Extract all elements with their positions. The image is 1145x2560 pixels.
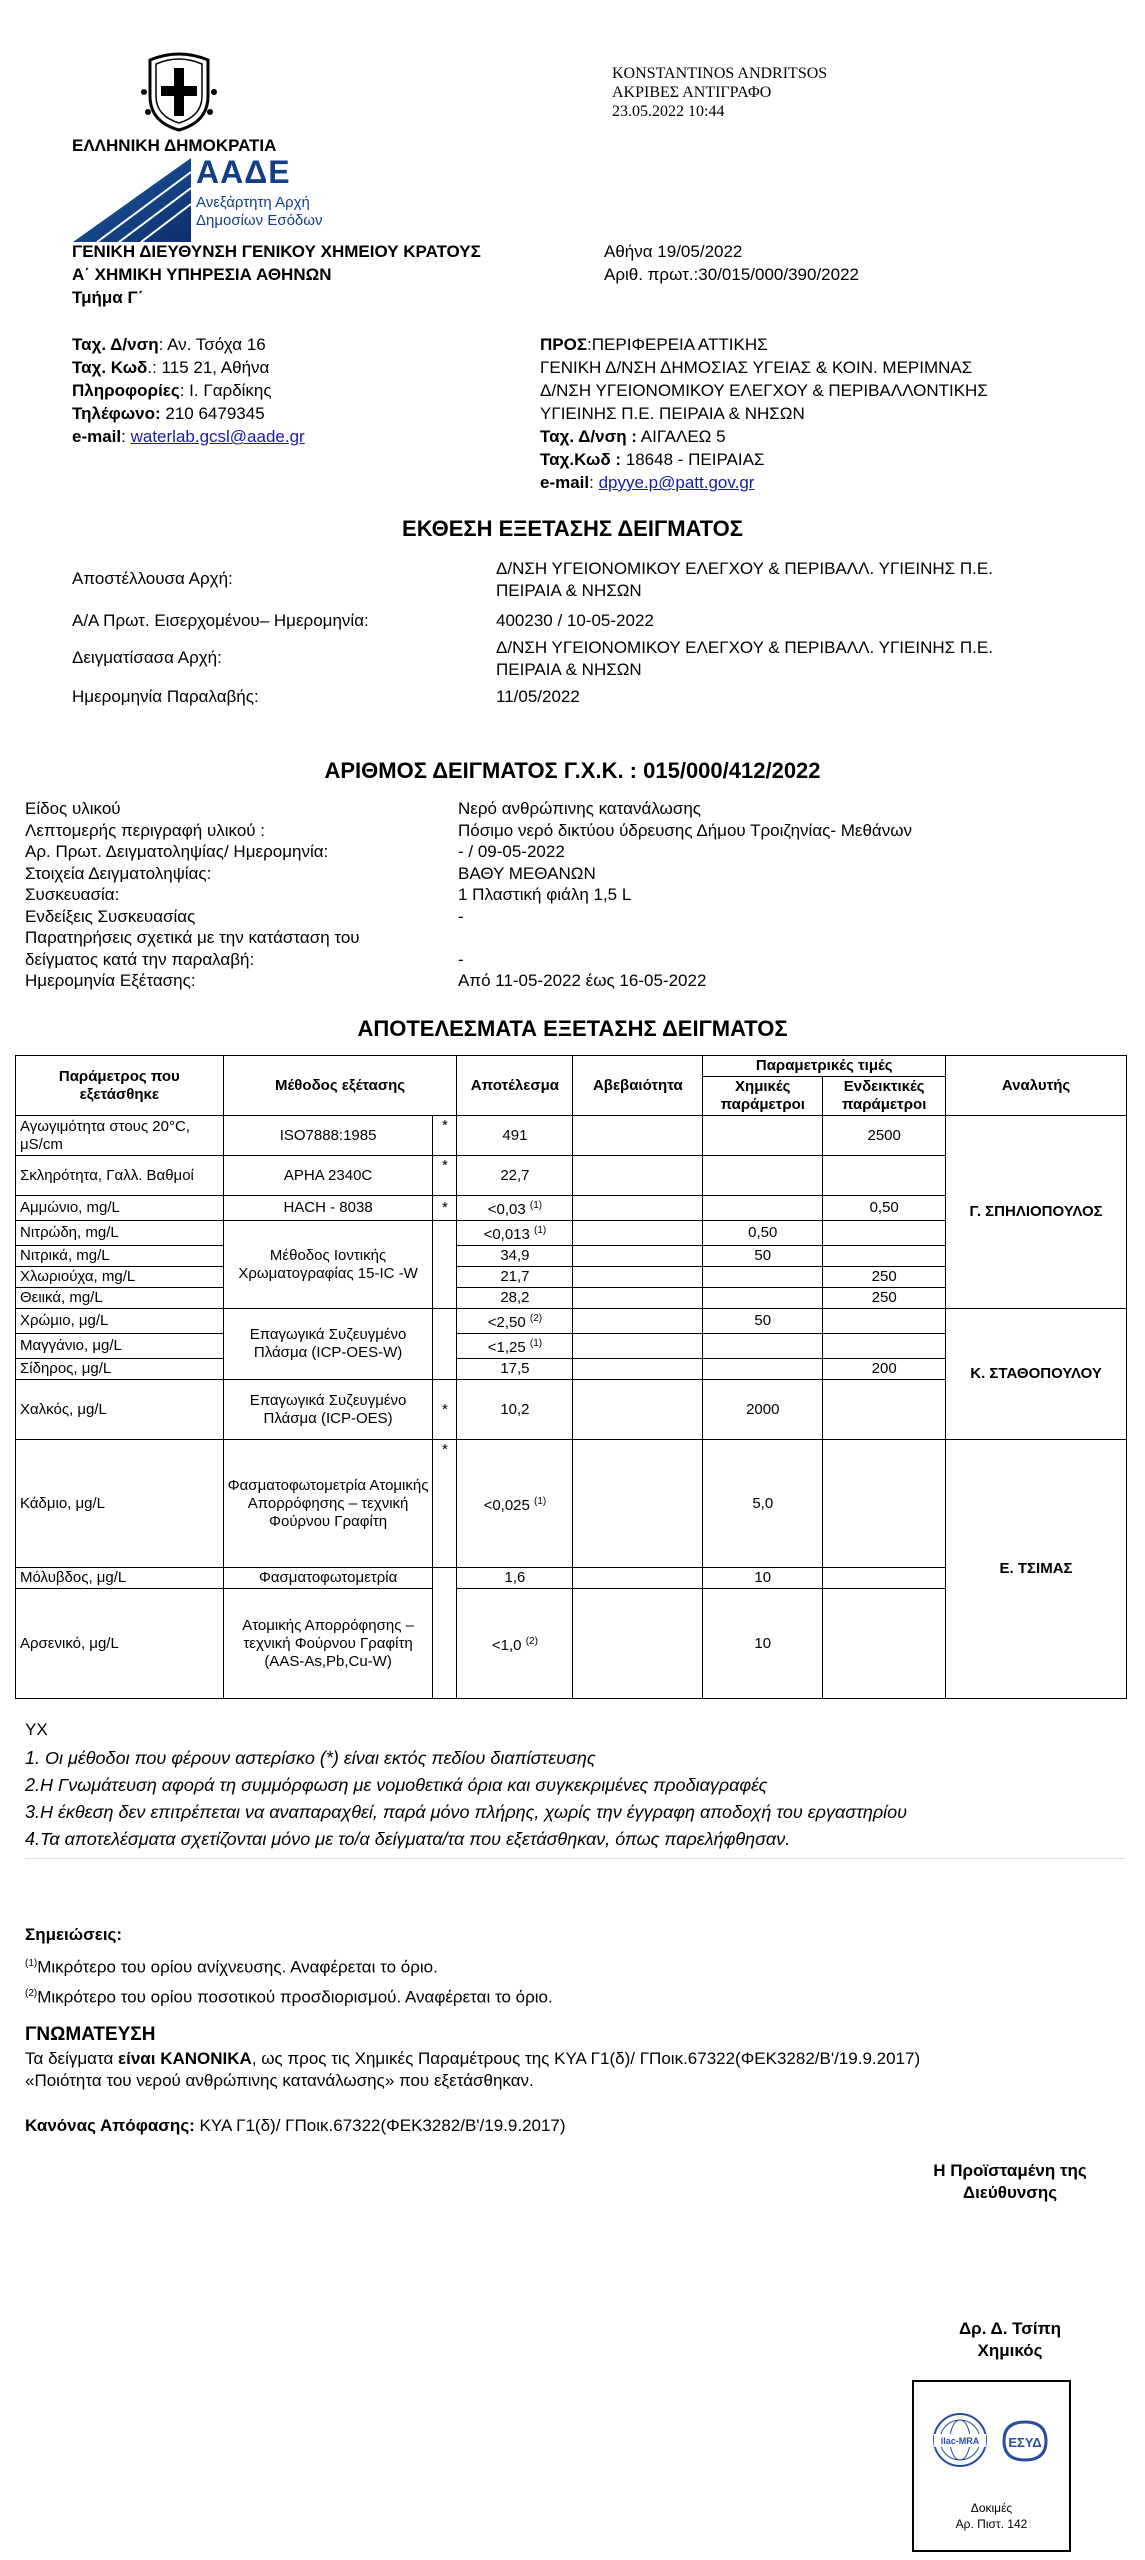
note-mark: (1): [25, 1958, 38, 1969]
result-value: <1,0: [491, 1636, 522, 1654]
result-value: <0,025: [483, 1496, 530, 1514]
sample-field-label: Αρ. Πρωτ. Δειγματοληψίας/ Ημερομηνία:: [25, 842, 329, 861]
result-value: <2,50: [487, 1314, 526, 1331]
aade-subtitle-2: Δημοσίων Εσόδων: [196, 212, 323, 229]
sample-field-value: ΒΑΘΥ ΜΕΘΑΝΩΝ: [458, 863, 596, 883]
recipient-line-4: ΥΓΙΕΙΝΗΣ Π.Ε. ΠΕΙΡΑΙΑ & ΝΗΣΩΝ: [540, 404, 805, 423]
ilac-logo-text: ilac-MRA: [940, 2436, 980, 2446]
method-cell: HACH - 8038: [223, 1196, 433, 1221]
uncertainty-cell: [573, 1334, 703, 1359]
footnotes-list: [25, 1745, 907, 1853]
result-cell: [457, 1568, 573, 1589]
param-cell: Χλωριούχα, mg/L: [16, 1267, 224, 1288]
opinion-text-a: Τα δείγματα: [25, 2049, 119, 2068]
chemical-limit-cell: 5,0: [703, 1440, 823, 1568]
indicative-limit-cell: [823, 1156, 946, 1196]
sample-field-label: Παρατηρήσεις σχετικά με την κατάσταση του: [25, 928, 360, 947]
opinion-text-c: , ως προς τις Χημικές Παραμέτρους της ΚΥΑ Γ1(δ)/ ΓΠοικ.67322(ΦΕΚ3282/Β'/19.9.2017): [251, 2049, 921, 2068]
sample-field-value: -: [458, 949, 464, 969]
chemical-limit-cell: [703, 1116, 823, 1156]
signature-title-2: Διεύθυνσης: [962, 2183, 1058, 2202]
ilac-mra-logo-icon: [932, 2412, 988, 2473]
copy-stamp: [612, 64, 827, 121]
signature-role: Χημικός: [977, 2341, 1043, 2360]
table-row: [16, 1309, 1127, 1334]
param-cell: Σκληρότητα, Γαλλ. Βαθμοί: [16, 1156, 224, 1196]
table-row: [16, 1116, 1127, 1156]
footnote-item: 1. Οι μέθοδοι που φέρουν αστερίσκο (*) είναι εκτός πεδίου διαπίστευσης: [25, 1748, 596, 1768]
report-title: ΕΚΘΕΣΗ ΕΞΕΤΑΣΗΣ ΔΕΙΓΜΑΤΟΣ: [402, 516, 743, 541]
sender-phone: 210 6479345: [160, 404, 265, 423]
uncertainty-cell: [573, 1156, 703, 1196]
recipient-to: :ΠΕΡΙΦΕΡΕΙΑ ΑΤΤΙΚΗΣ: [587, 335, 768, 354]
report-field-incoming-label: Α/Α Πρωτ. Εισερχομένου– Ημερομηνία:: [72, 611, 369, 630]
decision-rule-value: ΚΥΑ Γ1(δ)/ ΓΠοικ.67322(ΦΕΚ3282/Β'/19.9.2017): [194, 2116, 566, 2135]
chemical-limit-cell: [703, 1156, 823, 1196]
uncertainty-cell: [573, 1309, 703, 1334]
param-cell: Αρσενικό, μg/L: [16, 1589, 224, 1699]
recipient-postcode: 18648 - ΠΕΙΡΑΙΑΣ: [621, 450, 765, 469]
divider: [25, 1858, 1125, 1859]
uncertainty-cell: [573, 1568, 703, 1589]
recipient-to-label: ΠΡΟΣ: [540, 335, 588, 354]
coat-of-arms-icon: [140, 52, 218, 137]
result-cell: [457, 1334, 573, 1359]
sample-field-value: Πόσιμο νερό δικτύου ύδρευσης Δήμου Τροιζηνίας- Μεθάνων: [458, 820, 913, 840]
indicative-limit-cell: 200: [823, 1359, 946, 1380]
footnote-mark: (1): [534, 1495, 547, 1507]
sender-email-link[interactable]: waterlab.gcsl@aade.gr: [130, 427, 305, 446]
chemical-limit-cell: 50: [703, 1309, 823, 1334]
indicative-limit-cell: 0,50: [823, 1196, 946, 1221]
param-cell: Αγωγιμότητα στους 20°C, μS/cm: [16, 1116, 224, 1156]
date-protocol-block: [604, 240, 859, 286]
esyd-logo-icon: [998, 2416, 1052, 2471]
chemical-limit-cell: 2000: [703, 1380, 823, 1440]
indicative-limit-cell: [823, 1380, 946, 1440]
result-cell: [457, 1309, 573, 1334]
indicative-limit-cell: [823, 1309, 946, 1334]
indicative-limit-cell: [823, 1589, 946, 1699]
recipient-line-3: Δ/ΝΣΗ ΥΓΕΙΟΝΟΜΙΚΟΥ ΕΛΕΓΧΟΥ & ΠΕΡΙΒΑΛΛΟΝΤΙΚΗΣ: [540, 381, 988, 400]
result-cell: [457, 1246, 573, 1267]
uncertainty-cell: [573, 1589, 703, 1699]
result-value: 34,9: [500, 1247, 530, 1264]
chemical-limit-cell: 50: [703, 1246, 823, 1267]
result-value: 22,7: [500, 1166, 530, 1184]
uncertainty-cell: [573, 1267, 703, 1288]
results-table: [15, 1055, 1127, 1699]
note-mark: (2): [25, 1987, 38, 1999]
sample-field-labels: [25, 798, 360, 992]
result-value: 28,2: [500, 1289, 530, 1306]
footnote-mark: (1): [529, 1338, 543, 1349]
sample-field-value: 1 Πλαστική φιάλη 1,5 L: [458, 885, 632, 904]
header-limits: Παραμετρικές τιμές: [703, 1056, 946, 1077]
copy-stamp-date: 23.05.2022 10:44: [612, 103, 725, 120]
accreditation-star-empty: [433, 1221, 457, 1309]
note-text: Μικρότερο του ορίου ποσοτικού προσδιορισμού. Αναφέρεται το όριο.: [37, 1987, 553, 2007]
recipient-email-label: e-mail: [540, 473, 590, 492]
result-cell: [457, 1267, 573, 1288]
opinion-text: [25, 2048, 1125, 2092]
footnote-mark: (1): [529, 1200, 543, 1211]
sender-address: : Αν. Τσόχα 16: [158, 335, 266, 354]
param-cell: Αμμώνιο, mg/L: [16, 1196, 224, 1221]
department-block: [72, 240, 481, 309]
report-field-sampler-value-1: Δ/ΝΣΗ ΥΓΕΙΟΝΟΜΙΚΟΥ ΕΛΕΓΧΟΥ & ΠΕΡΙΒΑΛΛ. ΥΓΙΕΙΝΗΣ Π.Ε.: [496, 638, 993, 657]
republic-label: ΕΛΛΗΝΙΚΗ ΔΗΜΟΚΡΑΤΙΑ: [72, 136, 277, 155]
indicative-limit-cell: [823, 1440, 946, 1568]
report-field-sender-value: [496, 558, 993, 602]
aade-subtitle-1: Ανεξάρτητη Αρχή: [196, 194, 310, 211]
footnote-item: 2.Η Γνωμάτευση αφορά τη συμμόρφωση με νομοθετικά όρια και συγκεκριμένες προδιαγραφές: [25, 1775, 768, 1795]
uncertainty-cell: [573, 1246, 703, 1267]
sender-block: Ταχ. Δ/νση: Αν. Τσόχα 16 Ταχ. Κωδ.: 115 21, Αθήνα Πληροφορίες: Ι. Γαρδίκης Τηλέφωνο: 210 6479345 e-mail: waterlab.gcsl@aade.gr: [72, 335, 305, 446]
sample-field-values: [458, 798, 912, 992]
indicative-limit-cell: 250: [823, 1288, 946, 1309]
sample-field-value: [458, 927, 912, 949]
result-value: 17,5: [500, 1360, 530, 1377]
sample-field-label: Λεπτομερής περιγραφή υλικού :: [25, 820, 266, 840]
sender-info: : Ι. Γαρδίκης: [179, 381, 272, 400]
esyd-logo-text: ΕΣΥΔ: [1008, 2435, 1042, 2450]
report-field-sampler-value: [496, 637, 993, 681]
notes-list: [25, 1951, 553, 2010]
footnote-mark: (1): [534, 1225, 547, 1236]
header-method: Μέθοδος εξέτασης: [223, 1056, 457, 1116]
method-cell: Φασματοφωτομετρία: [223, 1568, 433, 1589]
sample-field-value: -: [458, 906, 464, 926]
param-cell: Κάδμιο, μg/L: [16, 1440, 224, 1568]
chemical-limit-cell: [703, 1196, 823, 1221]
indicative-limit-cell: [823, 1246, 946, 1267]
analyst-cell: Κ. ΣΤΑΘΟΠΟΥΛΟΥ: [946, 1309, 1127, 1440]
method-cell: Φασματοφωτομετρία Ατομικής Απορρόφησης – τεχνική Φούρνου Γραφίτη: [223, 1440, 433, 1568]
sample-number-title: ΑΡΙΘΜΟΣ ΔΕΙΓΜΑΤΟΣ Γ.Χ.Κ. : 015/000/412/2022: [324, 758, 821, 783]
uncertainty-cell: [573, 1440, 703, 1568]
method-cell: Ατομικής Απορρόφησης – τεχνική Φούρνου Γραφίτη (AAS-As,Pb,Cu-W): [223, 1589, 433, 1699]
chemical-limit-cell: [703, 1359, 823, 1380]
report-field-received-value: 11/05/2022: [496, 687, 580, 706]
report-field-received-label: Ημερομηνία Παραλαβής:: [72, 687, 259, 706]
param-cell: Σίδηρος, μg/L: [16, 1359, 224, 1380]
accreditation-star: *: [433, 1380, 457, 1440]
footnote-mark: (2): [529, 1313, 543, 1324]
uncertainty-cell: [573, 1359, 703, 1380]
decision-rule-label: Κανόνας Απόφασης:: [25, 2116, 195, 2135]
chemical-limit-cell: 10: [703, 1568, 823, 1589]
sample-field-value: Νερό ανθρώπινης κατανάλωσης: [458, 799, 701, 818]
chemical-limit-cell: 0,50: [703, 1221, 823, 1246]
result-value: 21,7: [500, 1268, 530, 1285]
report-field-sampler-label: Δειγματίσασα Αρχή:: [72, 648, 222, 667]
copy-stamp-label: ΑΚΡΙΒΕΣ ΑΝΤΙΓΡΑΦΟ: [612, 84, 772, 101]
report-field-sender-value-2: ΠΕΙΡΑΙΑ & ΝΗΣΩΝ: [496, 581, 642, 600]
result-value: 491: [502, 1126, 528, 1144]
accreditation-star: *: [433, 1196, 457, 1221]
method-cell: APHA 2340C: [223, 1156, 433, 1196]
sample-field-value: Από 11-05-2022 έως 16-05-2022: [458, 971, 707, 990]
report-field-incoming-value: 400230 / 10-05-2022: [496, 611, 654, 630]
recipient-block: ΠΡΟΣ:ΠΕΡΙΦΕΡΕΙΑ ΑΤΤΙΚΗΣ ΓΕΝΙΚΗ Δ/ΝΣΗ ΔΗΜΟΣΙΑΣ ΥΓΕΙΑΣ & ΚΟΙΝ. ΜΕΡΙΜΝΑΣ Δ/ΝΣΗ ΥΓΕΙΟΝΟΜΙΚΟΥ ΕΛΕΓΧΟΥ & ΠΕΡΙΒΑΛΛΟΝΤΙΚΗΣ ΥΓΙΕΙΝΗΣ Π.Ε. ΠΕΙΡΑΙΑ & ΝΗΣΩΝ Ταχ. Δ/νση : ΑΙΓΑΛΕΩ 5 Ταχ.Κωδ : 18648 - ΠΕΙΡΑΙΑΣ e-mail: dpyye.p@patt.gov.gr: [540, 335, 988, 492]
sample-field-label: δείγματος κατά την παραλαβή:: [25, 949, 255, 969]
accreditation-star: *: [433, 1156, 457, 1196]
accreditation-star: *: [433, 1440, 457, 1568]
report-field-sampler-value-2: ΠΕΙΡΑΙΑ & ΝΗΣΩΝ: [496, 660, 642, 679]
notes-title: Σημειώσεις:: [25, 1925, 123, 1944]
opinion-verdict: είναι ΚΑΝΟΝΙΚΑ: [118, 2049, 252, 2068]
param-cell: Μόλυβδος, μg/L: [16, 1568, 224, 1589]
recipient-email-link[interactable]: dpyye.p@patt.gov.gr: [598, 473, 755, 492]
recipient-address-label: Ταχ. Δ/νση :: [540, 427, 637, 446]
accreditation-label: Δοκιμές: [970, 2501, 1013, 2515]
recipient-line-2: ΓΕΝΙΚΗ Δ/ΝΣΗ ΔΗΜΟΣΙΑΣ ΥΓΕΙΑΣ & ΚΟΙΝ. ΜΕΡΙΜΝΑΣ: [540, 358, 973, 377]
method-cell: Επαγωγικά Συζευγμένο Πλάσμα (ICP-OES-W): [223, 1309, 433, 1380]
result-cell: [457, 1288, 573, 1309]
department-general: ΓΕΝΙΚΗ ΔΙΕΥΘΥΝΣΗ ΓΕΝΙΚΟΥ ΧΗΜΕΙΟΥ ΚΡΑΤΟΥΣ: [72, 242, 481, 261]
param-cell: Θειικά, mg/L: [16, 1288, 224, 1309]
header-analyst: Αναλυτής: [946, 1056, 1127, 1116]
indicative-limit-cell: [823, 1334, 946, 1359]
sender-info-label: Πληροφορίες: [72, 381, 180, 400]
param-cell: Νιτρώδη, mg/L: [16, 1221, 224, 1246]
indicative-limit-cell: 2500: [823, 1116, 946, 1156]
result-cell: [457, 1116, 573, 1156]
uncertainty-cell: [573, 1116, 703, 1156]
analyst-cell: Γ. ΣΠΗΛΙΟΠΟΥΛΟΣ: [946, 1116, 1127, 1309]
copy-stamp-name: KONSTANTINOS ANDRITSOS: [612, 65, 828, 82]
sample-field-label: Είδος υλικού: [25, 799, 121, 818]
sender-postcode: .: 115 21, Αθήνα: [147, 358, 270, 377]
footnote-item: 3.Η έκθεση δεν επιτρέπεται να αναπαραχθεί, παρά μόνο πλήρης, χωρίς την έγγραφη αποδοχή του εργαστηρίου: [25, 1802, 908, 1822]
sender-postcode-label: Ταχ. Κωδ: [72, 358, 148, 377]
accreditation-text: [914, 2500, 1069, 2532]
header-result: Αποτέλεσμα: [457, 1056, 573, 1116]
signature-name-block: [920, 2318, 1100, 2362]
report-field-sender-value-1: Δ/ΝΣΗ ΥΓΕΙΟΝΟΜΙΚΟΥ ΕΛΕΓΧΟΥ & ΠΕΡΙΒΑΛΛ. ΥΓΙΕΙΝΗΣ Π.Ε.: [496, 559, 993, 578]
uncertainty-cell: [573, 1196, 703, 1221]
signature-name: Δρ. Δ. Τσίπη: [958, 2319, 1062, 2338]
decision-rule: [25, 2116, 566, 2136]
result-cell: [457, 1359, 573, 1380]
report-field-sender-label: Αποστέλλουσα Αρχή:: [72, 569, 233, 588]
header-uncertainty: Αβεβαιότητα: [573, 1056, 703, 1116]
header-parameter: Παράμετρος που εξετάσθηκε: [16, 1056, 224, 1116]
accreditation-stamp: [912, 2380, 1071, 2552]
accreditation-star: *: [433, 1116, 457, 1156]
method-cell: Επαγωγικά Συζευγμένο Πλάσμα (ICP-OES): [223, 1380, 433, 1440]
sample-field-label: Ημερομηνία Εξέτασης:: [25, 971, 196, 990]
param-cell: Νιτρικά, mg/L: [16, 1246, 224, 1267]
uncertainty-cell: [573, 1221, 703, 1246]
footnote-mark: (2): [525, 1635, 538, 1647]
result-cell: [457, 1196, 573, 1221]
sample-field-label: Στοιχεία Δειγματοληψίας:: [25, 863, 212, 883]
result-value: <1,25: [487, 1339, 526, 1356]
uncertainty-cell: [573, 1380, 703, 1440]
table-row: [16, 1440, 1127, 1568]
method-cell: ISO7888:1985: [223, 1116, 433, 1156]
uncertainty-cell: [573, 1288, 703, 1309]
signature-title: [900, 2160, 1120, 2204]
indicative-limit-cell: [823, 1568, 946, 1589]
sample-field-label: Συσκευασία:: [25, 885, 120, 904]
sender-address-label: Ταχ. Δ/νση: [72, 335, 159, 354]
sender-phone-label: Τηλέφωνο:: [72, 404, 161, 423]
result-cell: [457, 1156, 573, 1196]
results-title: ΑΠΟΤΕΛΕΣΜΑΤΑ ΕΞΕΤΑΣΗΣ ΔΕΙΓΜΑΤΟΣ: [357, 1016, 788, 1041]
aade-name: ΑΑΔΕ: [196, 154, 291, 190]
result-value: 1,6: [504, 1569, 526, 1586]
result-value: <0,013: [483, 1226, 530, 1243]
sample-field-value: - / 09-05-2022: [458, 842, 565, 861]
result-cell: [457, 1380, 573, 1440]
opinion-title: ΓΝΩΜΑΤΕΥΣΗ: [25, 2024, 156, 2045]
signature-title-1: Η Προϊσταμένη της: [933, 2161, 1087, 2180]
protocol-number: Αριθ. πρωτ.:30/015/000/390/2022: [604, 265, 859, 284]
indicative-limit-cell: 250: [823, 1267, 946, 1288]
accreditation-star-empty: [433, 1309, 457, 1380]
result-cell: [457, 1440, 573, 1568]
department-service: Α΄ ΧΗΜΙΚΗ ΥΠΗΡΕΣΙΑ ΑΘΗΝΩΝ: [72, 265, 332, 284]
aade-logo-icon: [73, 158, 191, 247]
recipient-postcode-label: Ταχ.Κωδ :: [540, 450, 622, 469]
aade-subtitle: [196, 194, 322, 230]
sample-field-label: Ενδείξεις Συσκευασίας: [25, 906, 196, 926]
accreditation-star-empty: [433, 1568, 457, 1699]
result-value: 10,2: [500, 1400, 530, 1418]
chemical-limit-cell: [703, 1267, 823, 1288]
result-value: <0,03: [487, 1201, 526, 1218]
sender-email-label: e-mail: [72, 427, 122, 446]
chemical-limit-cell: 10: [703, 1589, 823, 1699]
document-date: Αθήνα 19/05/2022: [604, 242, 743, 261]
result-cell: [457, 1589, 573, 1699]
param-cell: Χαλκός, μg/L: [16, 1380, 224, 1440]
chemical-limit-cell: [703, 1288, 823, 1309]
param-cell: Μαγγάνιο, μg/L: [16, 1334, 224, 1359]
opinion-text-d: «Ποιότητα του νερού ανθρώπινης κατανάλωσης» που εξετάσθηκαν.: [25, 2071, 534, 2090]
param-cell: Χρώμιο, μg/L: [16, 1309, 224, 1334]
analyst-cell: Ε. ΤΣΙΜΑΣ: [946, 1440, 1127, 1699]
accreditation-cert: Αρ. Πιστ. 142: [955, 2517, 1028, 2531]
indicative-limit-cell: [823, 1221, 946, 1246]
header-chemical: Χημικές παράμετροι: [703, 1077, 823, 1116]
header-indicative: Ενδεικτικές παράμετροι: [823, 1077, 946, 1116]
footnote-item: 4.Τα αποτελέσματα σχετίζονται μόνο με το/α δείγματα/τα που εξετάσθηκαν, όπως παρελήφθησαν.: [25, 1829, 791, 1849]
result-cell: [457, 1221, 573, 1246]
method-cell: Μέθοδος Ιοντικής Χρωματογραφίας 15-IC -W: [223, 1221, 433, 1309]
chemical-limit-cell: [703, 1334, 823, 1359]
recipient-address: ΑΙΓΑΛΕΩ 5: [636, 427, 726, 446]
footnotes-yx: ΥΧ: [25, 1720, 48, 1739]
department-section: Τμήμα Γ΄: [72, 288, 144, 307]
note-text: Μικρότερο του ορίου ανίχνευσης. Αναφέρεται το όριο.: [37, 1957, 438, 1977]
